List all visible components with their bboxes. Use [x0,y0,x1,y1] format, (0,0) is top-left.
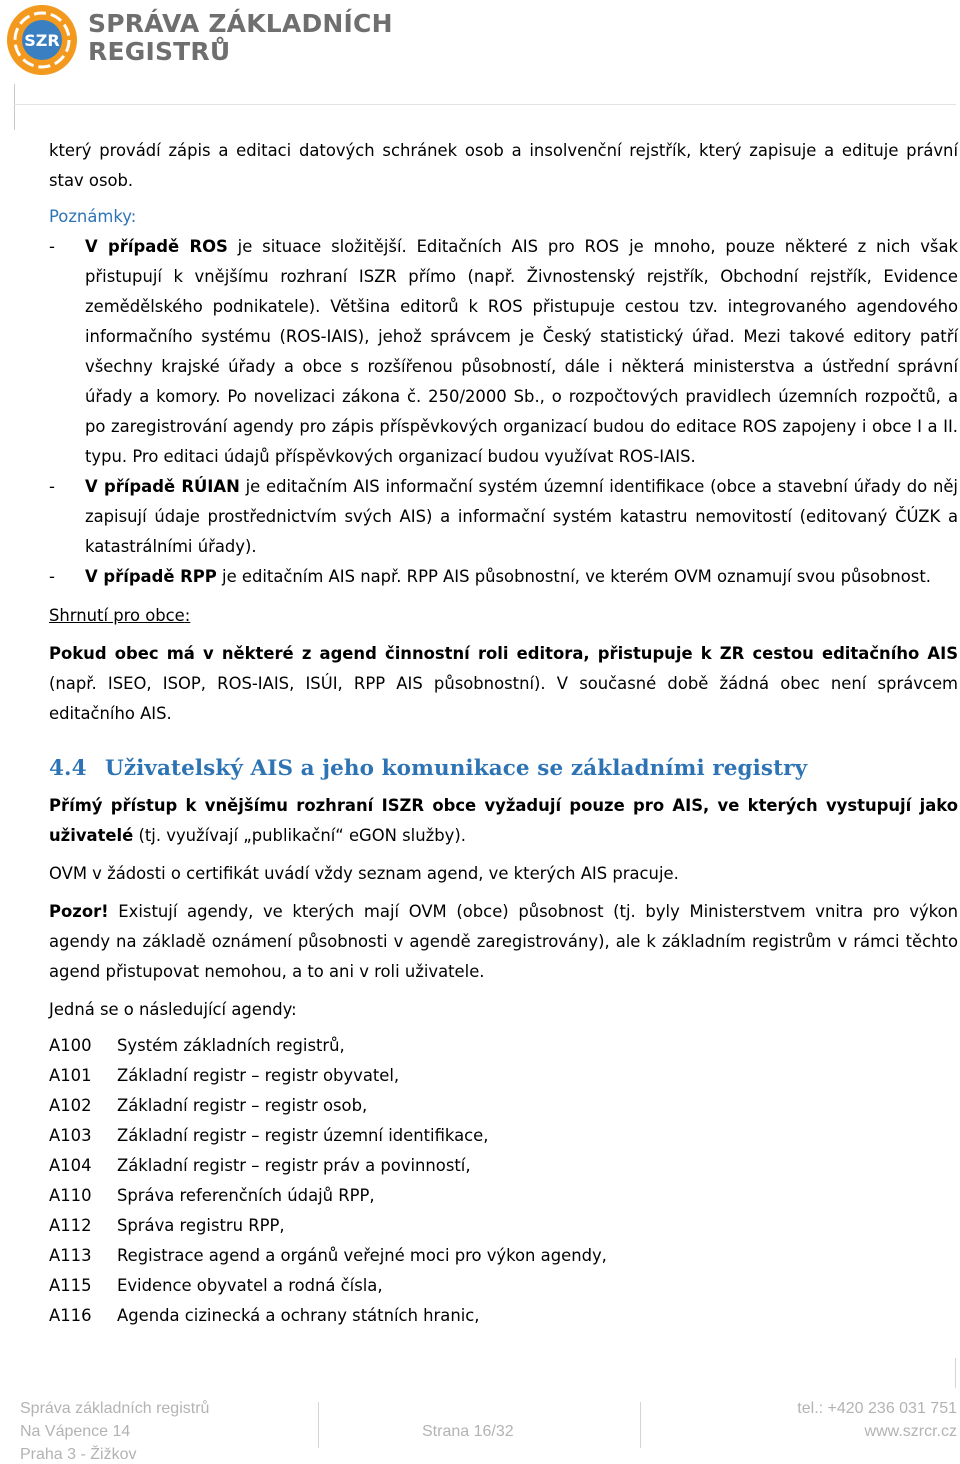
notes-heading: Poznámky: [49,207,137,226]
paragraph-direct-access [49,791,958,851]
agenda-item [49,1151,958,1181]
note-item-rpp [49,562,958,592]
agenda-item [49,1211,958,1241]
agenda-name: Registrace agend a orgánů veřejné moci pro výkon agendy, [117,1246,607,1265]
agenda-code: A100 [49,1036,92,1055]
notes-heading-text: Poznámky [49,207,131,226]
agenda-name: Základní registr – registr práv a povinností, [117,1156,471,1175]
paragraph-certificate: OVM v žádosti o certifikát uvádí vždy seznam agend, ve kterých AIS pracuje. [49,864,679,883]
summary-lead: Pokud obec má v některé z agend činnostní roli editora, přistupuje k ZR cestou editačního AIS [49,644,958,663]
summary-text: (např. ISEO, ISOP, ROS-IAIS, ISÚI, RPP AIS působnostní). V současné době žádná obec není správcem editačního AIS. [49,674,958,723]
page-header [0,0,960,90]
footer-phone: tel.: +420 236 031 751 [797,1400,957,1417]
footer-divider [640,1402,641,1448]
note-ros-lead: V případě ROS [85,237,228,256]
agenda-code: A102 [49,1096,92,1115]
agenda-code: A110 [49,1186,92,1205]
page-number: Strana 16/32 [422,1423,514,1440]
organization-name [88,10,393,66]
agenda-item [49,1241,958,1271]
agenda-code: A103 [49,1126,92,1145]
org-name-line2: REGISTRŮ [88,37,231,66]
agenda-item [49,1031,958,1061]
agenda-code: A116 [49,1306,92,1325]
agenda-name: Základní registr – registr osob, [117,1096,368,1115]
summary-heading-text: Shrnutí pro obce [49,606,185,625]
footer-divider-top [955,1358,956,1388]
agenda-name: Základní registr – registr obyvatel, [117,1066,400,1085]
agenda-item [49,1091,958,1121]
note-rpp-text: je editačním AIS např. RPP AIS působnostní, ve kterém OVM oznamují svou působnost. [216,567,931,586]
agenda-name: Základní registr – registr územní identifikace, [117,1126,489,1145]
list-dash: - [49,567,55,586]
section-heading [49,753,958,785]
direct-access-lead: Přímý přístup k vnějšímu rozhraní ISZR obce vyžadují pouze pro AIS, ve kterých vystupují jako uživatelé [49,796,958,845]
agenda-item [49,1121,958,1151]
agenda-code: A101 [49,1066,92,1085]
logo-text: SZR [24,31,60,50]
agenda-name: Agenda cizinecká a ochrany státních hranic, [117,1306,480,1325]
summary-paragraph [49,639,958,729]
agenda-name: Evidence obyvatel a rodná čísla, [117,1276,383,1295]
list-dash: - [49,237,55,256]
page-footer [0,1392,960,1464]
agenda-code: A112 [49,1216,92,1235]
note-rpp-lead: V případě RPP [85,567,217,586]
footer-divider [318,1402,319,1448]
note-ruian-lead: V případě RÚIAN [85,477,240,496]
agenda-name: Správa referenčních údajů RPP, [117,1186,375,1205]
header-divider-horizontal [14,104,956,105]
agenda-code: A113 [49,1246,92,1265]
footer-website[interactable]: www.szrcr.cz [864,1423,957,1440]
agenda-code: A115 [49,1276,92,1295]
footer-org: Správa základních registrů [20,1400,210,1417]
agenda-item [49,1271,958,1301]
summary-heading: Shrnutí pro obce: [49,606,191,625]
agenda-name: Systém základních registrů, [117,1036,345,1055]
note-item-ruian [49,472,958,562]
paragraph-warning [49,897,958,987]
warning-text: Existují agendy, ve kterých mají OVM (obce) působnost (tj. byly Ministerstvem vnitra pro výkon agendy na základě oznámení působnosti v agendě zaregistrovány), ale k základním registrům v rámci těchto agend přistupovat nemohou, a to ani v roli uživatele. [49,902,958,981]
warning-lead: Pozor! [49,902,109,921]
section-number: 4.4 [49,756,87,781]
note-ros-text: je situace složitější. Editačních AIS pro ROS je mnoho, pouze některé z nich však přistupují k vnějšímu rozhraní ISZR přímo (např. Živnostenský rejstřík, Obchodní rejstřík, Evidence zemědělského podnikatele). Většina editorů k ROS přistupuje cestou tzv. integrovaného agendového informačního systému (ROS-IAIS), jehož správcem je Český statistický úřad. Mezi takové editory patří všechny krajské úřady a obce s rozšířenou působností, dále i některá ministerstva a ústřední správní úřady a komory. Po novelizaci zákona č. 250/2000 Sb., o rozpočtových pravidlech územních rozpočtů, a po zaregistrování agendy pro zápis příspěvkových organizací budou do editace ROS zapojeny i obce I a II. typu. Pro editaci údajů příspěvkových organizací budou využívat ROS-IAIS. [85,237,958,466]
direct-access-text: (tj. využívají „publikační“ eGON služby). [133,826,466,845]
list-dash: - [49,477,55,496]
note-ruian-text: je editačním AIS informační systém územní identifikace (obce a stavební úřady do něj zapisují údaje prostřednictvím svých AIS) a informační systém katastru nemovitostí (editovaný ČÚZK a katastrálními úřady). [85,477,958,556]
paragraph-agendas-intro: Jedná se o následující agendy: [49,1000,297,1019]
agenda-code: A104 [49,1156,92,1175]
intro-paragraph: který provádí zápis a editaci datových schránek osob a insolvenční rejstřík, který zapisuje a edituje právní stav osob. [49,141,958,190]
agenda-list [49,1031,958,1331]
footer-city: Praha 3 - Žižkov [20,1446,137,1463]
agenda-name: Správa registru RPP, [117,1216,285,1235]
agenda-item [49,1181,958,1211]
header-divider-vertical [14,84,15,130]
szr-logo-icon [6,4,78,76]
agenda-item [49,1301,958,1331]
note-item-ros [49,232,958,472]
section-title: Uživatelský AIS a jeho komunikace se základními registry [105,756,808,781]
page-content [49,136,958,1331]
org-name-line1: SPRÁVA ZÁKLADNÍCH [88,9,393,38]
footer-street: Na Vápence 14 [20,1423,131,1440]
agenda-item [49,1061,958,1091]
